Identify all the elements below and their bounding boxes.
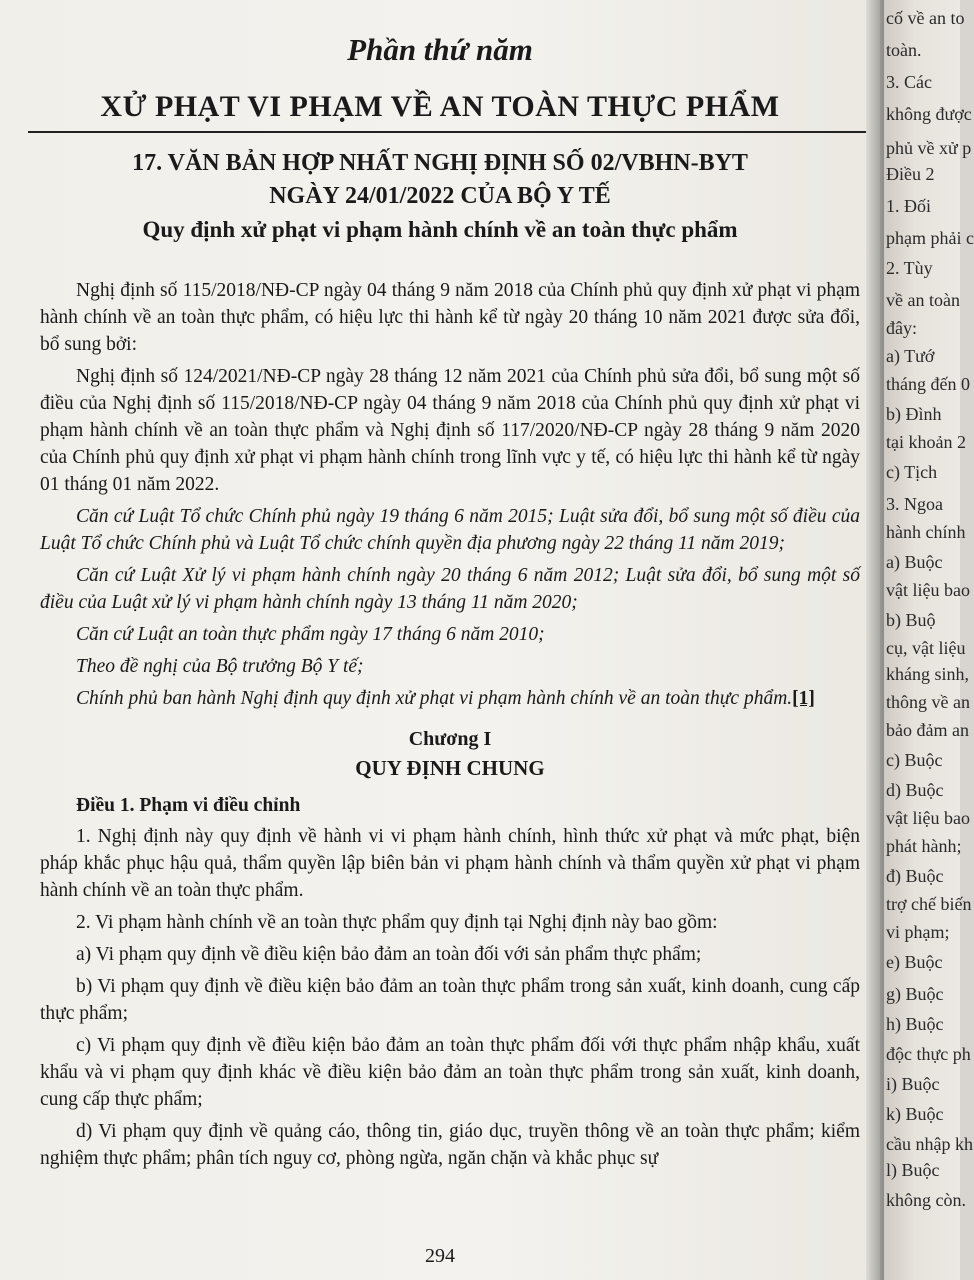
next-page-fragment: vật liệu bao xyxy=(886,808,970,828)
next-page-fragment: không được xyxy=(886,104,972,124)
part-subtitle: XỬ PHẠT VI PHẠM VỀ AN TOÀN THỰC PHẨM xyxy=(100,90,780,123)
next-page-fragment: l) Buộc xyxy=(886,1160,940,1180)
next-page-fragment: bảo đảm an xyxy=(886,720,969,740)
next-page-fragment: đ) Buộc xyxy=(886,866,944,886)
next-page-fragment: a) Buộc xyxy=(886,552,943,572)
article-clause-2: 2. Vi phạm hành chính về an toàn thực phẩm quy định tại Nghị định này bao gồm: xyxy=(76,912,718,933)
footnote-link[interactable]: [1] xyxy=(792,688,815,709)
next-page-fragment: i) Buộc xyxy=(886,1074,940,1094)
next-page-fragment: phạm phải c xyxy=(886,228,974,248)
next-page-fragment: kháng sinh, xyxy=(886,664,969,684)
intro-paragraph-1: Nghị định số 115/2018/NĐ-CP ngày 04 tháng 9 năm 2018 của Chính phủ quy định xử phạt vi phạm hành chính về an toàn thực phẩm, có hiệu lực thi hành kể từ ngày 20 tháng 10 năm 2021 được sửa đổi, bổ sung bởi: xyxy=(40,280,860,355)
article-point-b: b) Vi phạm quy định về điều kiện bảo đảm an toàn thực phẩm trong sản xuất, kinh doanh, cung cấp thực phẩm; xyxy=(40,976,860,1024)
next-page-fragment: không còn. xyxy=(886,1190,966,1210)
next-page-fragment: độc thực ph xyxy=(886,1044,971,1064)
next-page-fragment: d) Buộc xyxy=(886,780,944,800)
next-page-fragment: về an toàn xyxy=(886,290,960,310)
next-page-fragment: c) Tịch xyxy=(886,462,938,482)
next-page-fragment: g) Buộc xyxy=(886,984,944,1004)
preamble-paragraph-5-text: Chính phủ ban hành Nghị định quy định xử phạt vi phạm hành chính về an toàn thực phẩm. xyxy=(76,688,793,709)
next-page-fragment: tại khoản 2 xyxy=(886,432,966,452)
preamble-paragraph-2: Căn cứ Luật Xử lý vi phạm hành chính ngày 20 tháng 6 năm 2012; Luật sửa đổi, bổ sung một số điều của Luật xử lý vi phạm hành chính ngày 13 tháng 11 năm 2020; xyxy=(40,565,860,613)
next-page-fragment: a) Tướ xyxy=(886,346,935,366)
next-page-fragment: phát hành; xyxy=(886,836,962,856)
article-title: Điều 1. Phạm vi điều chỉnh xyxy=(76,795,301,816)
next-page-fragment: trợ chế biến xyxy=(886,894,972,914)
next-page-fragment: vi phạm; xyxy=(886,922,950,942)
next-page-fragment: vật liệu bao xyxy=(886,580,970,600)
next-page-fragment: c) Buộc xyxy=(886,750,943,770)
next-page-fragment: cố về an to xyxy=(886,8,965,28)
chapter-name: QUY ĐỊNH CHUNG xyxy=(355,756,545,780)
page-number: 294 xyxy=(425,1245,455,1267)
next-page-fragment: b) Buộ xyxy=(886,610,936,630)
next-page-fragment: b) Đình xyxy=(886,404,942,424)
next-page-fragment: tháng đến 0 xyxy=(886,374,970,394)
next-page-edge xyxy=(884,0,974,1280)
document-title-line2: NGÀY 24/01/2022 CỦA BỘ Y TẾ xyxy=(269,183,611,209)
article-point-a: a) Vi phạm quy định về điều kiện bảo đảm an toàn đối với sản phẩm thực phẩm; xyxy=(76,944,702,965)
next-page-fragment: Điều 2 xyxy=(886,164,935,184)
article-point-d: d) Vi phạm quy định về quảng cáo, thông tin, giáo dục, truyền thông về an toàn thực phẩm; kiểm nghiệm thực phẩm; phân tích nguy cơ, phòng ngừa, ngăn chặn và khắc phục sự xyxy=(40,1121,860,1169)
part-title: Phần thứ năm xyxy=(347,32,533,67)
intro-paragraph-2: Nghị định số 124/2021/NĐ-CP ngày 28 tháng 12 năm 2021 của Chính phủ sửa đổi, bổ sung một số điều của Nghị định số 115/2018/NĐ-CP ngày 04 tháng 9 năm 2018 của Chính phủ quy định xử phạt vi phạm hành chính về an toàn thực phẩm và Nghị định số 117/2020/NĐ-CP ngày 28 tháng 9 năm 2020 của Chính phủ quy định xử phạt vi phạm hành chính trong lĩnh vực y tế, có hiệu lực thi hành kể từ ngày 01 tháng 01 năm 2022. xyxy=(40,366,860,495)
next-page-fragment: 1. Đối xyxy=(886,196,931,216)
next-page-fragment: 3. Các xyxy=(886,72,932,92)
next-page-fragment: toàn. xyxy=(886,40,922,60)
preamble-paragraph-5 xyxy=(40,685,860,712)
book-gutter xyxy=(866,0,884,1280)
article-point-c: c) Vi phạm quy định về điều kiện bảo đảm an toàn thực phẩm đối với thực phẩm nhập khẩu, xuất khẩu và vi phạm quy định khác về điều kiện bảo đảm an toàn thực phẩm trong sản xuất, kinh doanh, cung cấp thực phẩm; xyxy=(40,1035,860,1110)
document-subtitle: Quy định xử phạt vi phạm hành chính về an toàn thực phẩm xyxy=(142,217,738,242)
next-page-fragment: h) Buộc xyxy=(886,1014,944,1034)
next-page-fragment: cụ, vật liệu xyxy=(886,638,966,658)
preamble-paragraph-4: Theo đề nghị của Bộ trưởng Bộ Y tế; xyxy=(76,656,364,677)
next-page-fragment: phủ về xử p xyxy=(886,138,972,158)
next-page-fragment: hành chính xyxy=(886,522,966,542)
next-page-fragment: 2. Tùy xyxy=(886,258,933,278)
chapter-number: Chương I xyxy=(408,728,492,750)
next-page-fragment: 3. Ngoa xyxy=(886,494,943,514)
body-text xyxy=(40,277,860,1177)
next-page-fragment: cầu nhập kh xyxy=(886,1134,973,1154)
preamble-paragraph-1: Căn cứ Luật Tổ chức Chính phủ ngày 19 tháng 6 năm 2015; Luật sửa đổi, bổ sung một số điều của Luật Tổ chức Chính phủ và Luật Tổ chức chính quyền địa phương ngày 22 tháng 11 năm 2019; xyxy=(40,506,860,554)
next-page-fragment: e) Buộc xyxy=(886,952,943,972)
header-rule xyxy=(28,131,866,133)
article-clause-1: 1. Nghị định này quy định về hành vi vi phạm hành chính, hình thức xử phạt và mức phạt, biện pháp khắc phục hậu quả, thẩm quyền lập biên bản vi phạm hành chính và thẩm quyền xử phạt vi phạm hành chính về an toàn thực phẩm. xyxy=(40,826,860,901)
document-title-line1: 17. VĂN BẢN HỢP NHẤT NGHỊ ĐỊNH SỐ 02/VBHN-BYT xyxy=(132,150,748,176)
next-page-fragment: thông về an xyxy=(886,692,970,712)
next-page-fragment: đây: xyxy=(886,318,917,338)
next-page-fragment: k) Buộc xyxy=(886,1104,944,1124)
preamble-paragraph-3: Căn cứ Luật an toàn thực phẩm ngày 17 tháng 6 năm 2010; xyxy=(76,624,545,645)
